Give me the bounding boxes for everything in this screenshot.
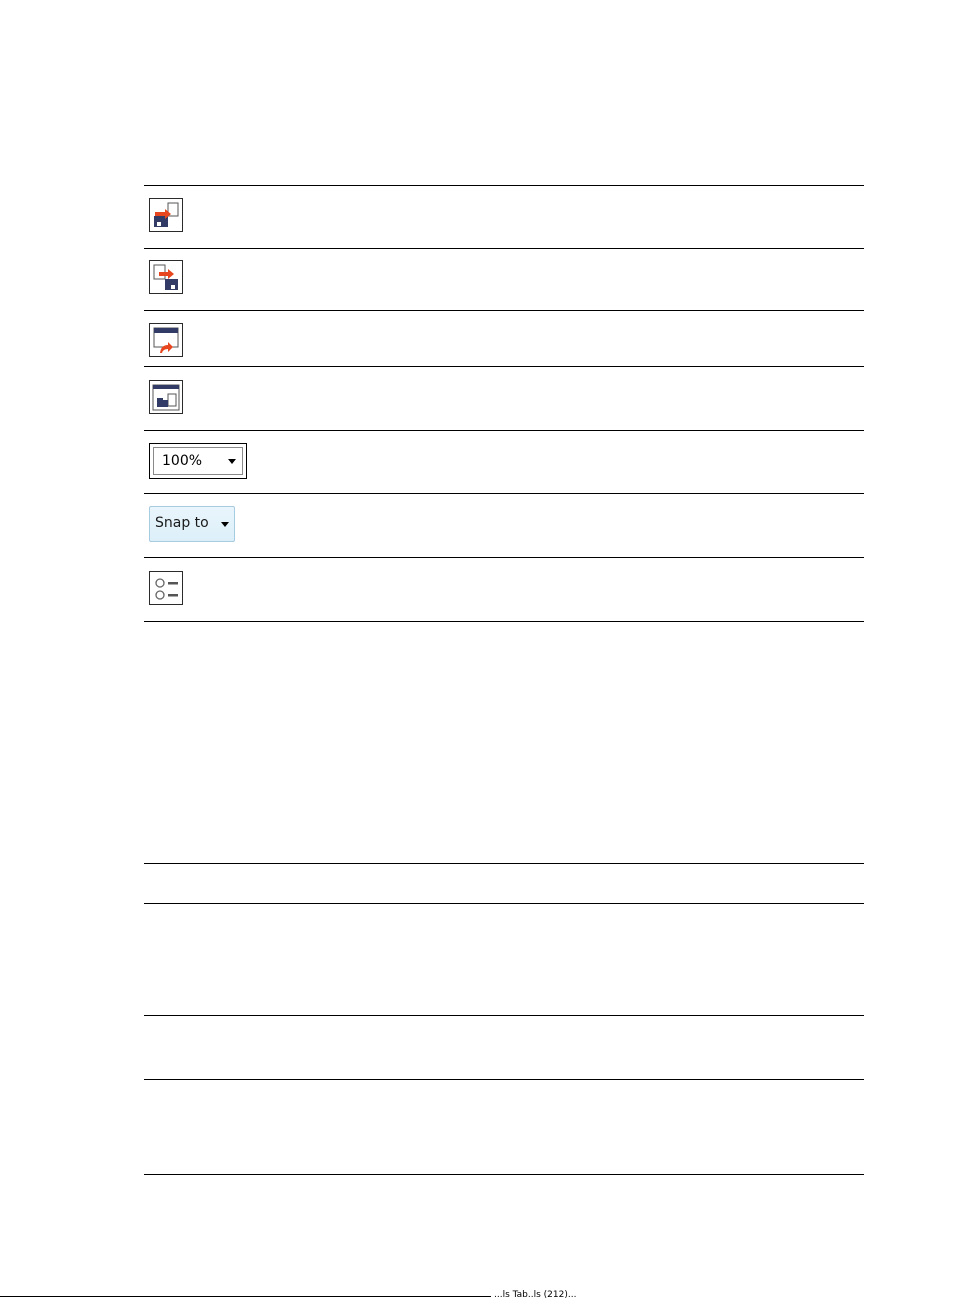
table-row-divider xyxy=(144,557,864,558)
table-bottom-rule xyxy=(144,1174,864,1175)
zoom-value: 100% xyxy=(162,453,203,469)
table-row-divider xyxy=(144,1015,864,1016)
table-row-divider xyxy=(144,366,864,367)
footer-text: ...ls Tab..ls (212)... xyxy=(494,1290,577,1300)
restore-window-icon xyxy=(151,325,181,355)
snap-to-button[interactable] xyxy=(149,506,235,542)
table-row-divider xyxy=(144,248,864,249)
table-top-rule xyxy=(144,863,864,864)
table-row-divider xyxy=(144,1079,864,1080)
table-row-divider xyxy=(144,430,864,431)
load-from-disk-icon xyxy=(151,262,181,292)
window-file-button[interactable] xyxy=(149,380,183,414)
option-list-button[interactable] xyxy=(149,571,183,605)
restore-window-button[interactable] xyxy=(149,323,183,357)
save-to-disk-icon xyxy=(151,200,181,230)
zoom-dropdown-field[interactable] xyxy=(153,447,243,475)
option-list-icon xyxy=(151,573,181,603)
table-row-divider xyxy=(144,493,864,494)
chevron-down-icon xyxy=(228,459,236,464)
table-bottom-rule xyxy=(144,621,864,622)
snap-to-label: Snap to xyxy=(155,515,209,531)
table-row-divider xyxy=(144,310,864,311)
zoom-dropdown[interactable] xyxy=(149,443,247,479)
table-top-rule xyxy=(144,185,864,186)
chevron-down-icon xyxy=(221,522,229,527)
load-from-disk-button[interactable] xyxy=(149,260,183,294)
table-row-divider xyxy=(144,903,864,904)
save-to-disk-button[interactable] xyxy=(149,198,183,232)
window-file-icon xyxy=(151,382,181,412)
